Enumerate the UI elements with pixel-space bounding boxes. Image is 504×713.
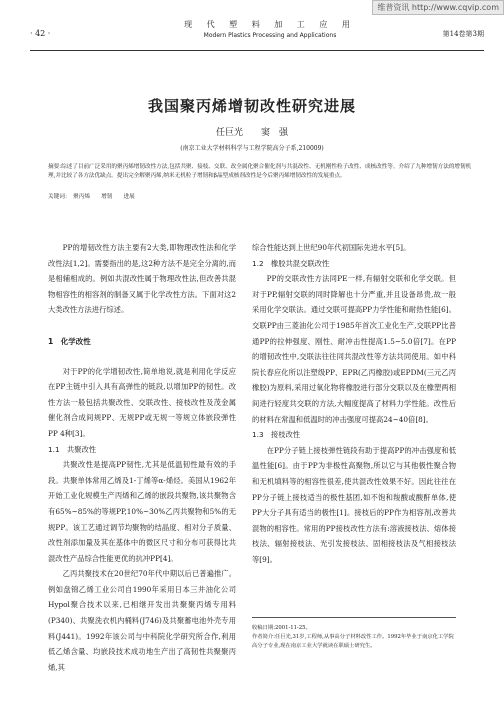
paragraph: 共聚改性是提高PP韧性,尤其是低温韧性最有效的手段。共聚单体常用乙烯及1-丁烯等α-烯烃。美国从1962年开始工业化规模生产丙烯和乙烯的嵌段共聚物,该共聚物含有65%~85%的等规PP,10%~30%乙丙共聚物和5%的无规PP。该工艺通过调节均聚物的结晶度、相对分子质量、改性剂添加量及其在基体中的微区尺寸和分布可获得比共混改性产品综合性能更优的抗冲PP[4]。 [48, 460, 236, 563]
received-date: 收稿日期:2001-11-25。 [252, 625, 311, 631]
abstract: 摘要:综述了目前广泛采用的聚丙烯增韧改性方法,包括共聚、接枝、交联、改全属化聚合催化剂与共混改性、无机刚性粒子改性、成核改性等。介绍了九种增韧方法的增韧机理,并比较了各方法优缺点。提出完全解聚丙烯,纳米无机粒子增韧和β晶型成核剂改性是今后聚丙烯增韧改性的发展重点。 [48, 164, 472, 179]
watermark-label: 维普资讯 http://www.cqvip.com [372, 0, 504, 15]
section-heading-chemical: 1 化学改性 [48, 336, 91, 346]
intro-paragraph: PP的增韧改性方法主要有2大类,即物理改性法和化学改性法[1,2]。需要指出的是,这2种方法不是完全分离的,而是相辅相成的。例如共混改性属于物理改性法,但改善共混物相容性的相容剂的制备又属于化学改性方法。下面对这2大类改性方法进行综述。 [48, 243, 236, 315]
journal-name [170, 19, 370, 39]
journal-name-cn: 现 代 塑 料 加 工 应 用 [184, 20, 356, 29]
subsection-heading-copolymer: 1.1 共聚改性 [48, 444, 97, 454]
page-header [30, 19, 484, 49]
author-bio: 作者简介:任巨光,31岁,工程师,从事高分子材料改性工作。1992年毕业于南京化工学院高分子专业,现在南京工业大学就读在职硕士研究生。 [252, 634, 454, 649]
paragraph: 综合性能达到上世纪90年代初国际先进水平[5]。 [252, 243, 411, 252]
article-authors: 任巨光 窦 强 [215, 128, 288, 138]
header-rule [30, 50, 484, 51]
subsection-heading-graft: 1.3 接枝改性 [252, 430, 301, 440]
subsection-heading-crosslink: 1.2 橡胶共混交联改性 [252, 258, 330, 268]
right-column [252, 240, 456, 567]
paragraph: 在PP分子链上接枝弹性链段有助于提高PP的冲击强度和低温性能[6]。由于PP为非极性高聚物,所以它与其他极性聚合物和无机填料等的相容性很差,使共混改性效果不好。因此往往在PP分子链上接枝适当的极性基团,如不饱和羧酸或酸酐单体,使PP大分子具有适当的极性[1]。接枝后的PP作为相容剂,改善共混物的相容性。常用的PP接枝改性方法有:溶液接枝法、熔体接枝法、辐射接枝法、光引发接枝法、固相接枝法及气相接枝法等[9]。 [252, 445, 456, 564]
paragraph: 乙丙共聚技术在20世纪70年代中期以后已普遍推广。例如盘锦乙烯工业公司自1990年采用日本三井油化公司Hypol聚合技术以来,已相继开发出共聚聚丙烯专用料(P340)、共聚洗衣机内桶料(J746)及共聚蓄电池外壳专用料(J441)。1992年该公司与中科院化学研究所合作,利用低乙烯含量、均嵌段技术成功地生产出了高韧性共聚聚丙烯,其 [48, 569, 236, 672]
page-number: · 42 · [30, 29, 51, 38]
paragraph: PP的交联改性方法同PE一样,有辐射交联和化学交联。但对于PP,辐射交联的同时降解也十分严重,并且设备昂贵,故一般采用化学交联法。通过交联可提高PP力学性能和耐热性能[6]。交联PP由三菱油化公司于1985年首次工业化生产,交联PP比普通PP的拉伸强度、刚性、耐冲击性提高1.5~5.0倍[7]。在PP的增韧改性中,交联法往往同共混改性等方法共同使用。如中科院长春应化所以注塑级PP、EPR(乙丙橡胶)或EPDM(三元乙丙橡胶)为原料,采用过氧化物将橡胶进行部分交联以及在橡塑两相间进行轻度共交联的方法,大幅度提高了材料力学性能。改性后的材料在常温和低温时的冲击强度可提高24~40倍[8]。 [252, 274, 456, 424]
journal-name-en: Modern Plastics Processing and Applications [203, 32, 337, 39]
keywords: 关键词： 聚丙烯 增韧 进展 [48, 194, 135, 200]
paragraph: 对于PP的化学增韧改性,简单地说,就是利用化学反应在PP主链中引入具有高弹性的链段,以增加PP的韧性。改性方法一般包括共聚改性、交联改性、接枝改性及茂金属催化剂合成间规PP、无规PP或无规一等规立体嵌段弹性PP 4种[3]。 [48, 366, 236, 438]
article-affiliation: (南京工业大学材料科学与工程学院高分子系,210009) [180, 145, 324, 152]
issue-label: 第14卷第3期 [442, 30, 484, 38]
left-column [48, 240, 236, 675]
footnote [252, 617, 456, 651]
article-title: 我国聚丙烯增韧改性研究进展 [147, 97, 356, 115]
